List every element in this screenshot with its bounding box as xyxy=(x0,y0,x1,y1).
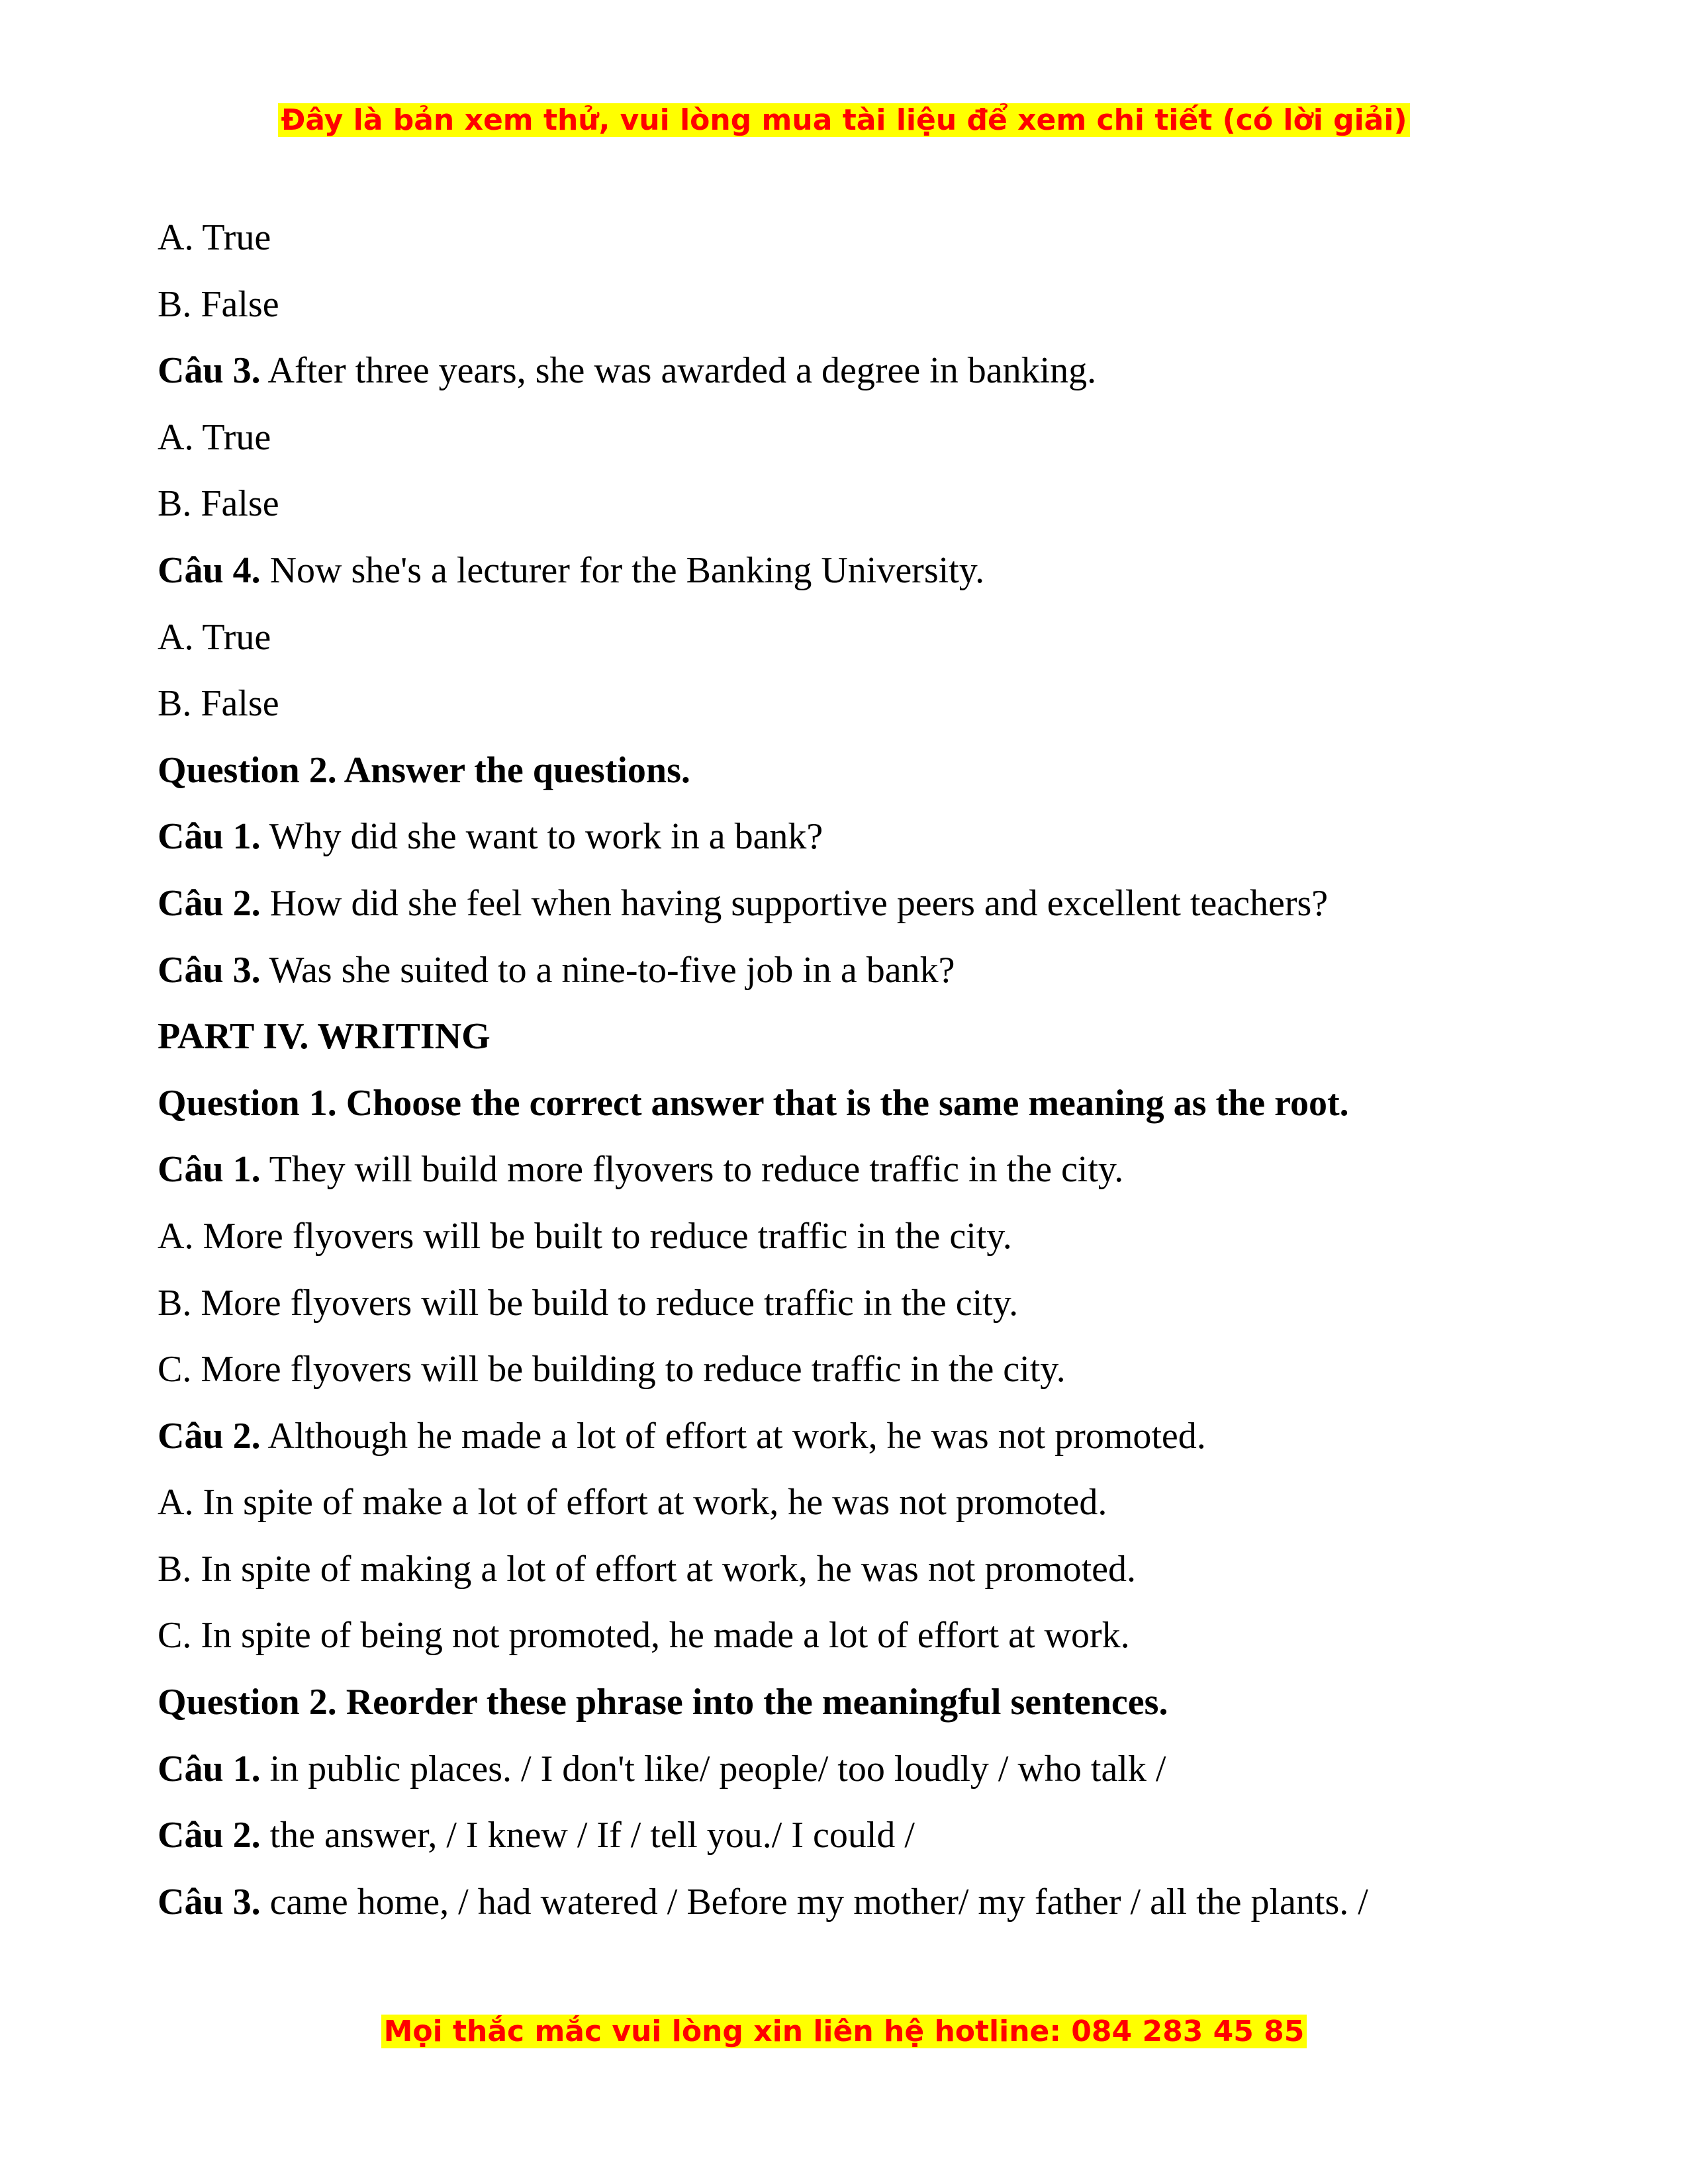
line-text: Now she's a lecturer for the Banking University. xyxy=(260,549,985,591)
question-label: Câu 3. xyxy=(158,350,261,392)
question-item xyxy=(158,543,1548,610)
part-heading xyxy=(158,1009,1548,1076)
line-text: C. More flyovers will be building to reduce traffic in the city. xyxy=(158,1349,1066,1390)
question-label: Câu 1. xyxy=(158,1748,261,1790)
section-heading xyxy=(158,1675,1548,1742)
question-label: Câu 4. xyxy=(158,549,261,591)
heading-text: Question 2. Answer the questions. xyxy=(158,749,690,791)
line-text: Why did she want to work in a bank? xyxy=(260,816,823,858)
line-text: B. More flyovers will be build to reduce traffic in the city. xyxy=(158,1282,1019,1324)
line-text: the answer, / I knew / If / tell you./ I could / xyxy=(260,1815,915,1856)
question-item xyxy=(158,809,1548,876)
answer-option xyxy=(158,1209,1548,1276)
line-text: How did she feel when having supportive peers and excellent teachers? xyxy=(260,882,1329,924)
line-text: B. False xyxy=(158,483,279,525)
question-item xyxy=(158,1142,1548,1209)
heading-text: PART IV. WRITING xyxy=(158,1016,491,1058)
answer-option xyxy=(158,676,1548,743)
question-item xyxy=(158,1742,1548,1809)
question-label: Câu 2. xyxy=(158,882,261,924)
line-text: A. True xyxy=(158,217,271,258)
hotline-text: Mọi thắc mắc vui lòng xin liên hệ hotline: 084 283 45 85 xyxy=(381,2015,1307,2048)
section-heading xyxy=(158,743,1548,810)
question-label: Câu 3. xyxy=(158,1881,261,1923)
question-item xyxy=(158,1808,1548,1875)
heading-text: Question 2. Reorder these phrase into the meaningful sentences. xyxy=(158,1682,1168,1723)
line-text: C. In spite of being not promoted, he made a lot of effort at work. xyxy=(158,1615,1130,1657)
line-text: B. False xyxy=(158,683,279,725)
question-item xyxy=(158,943,1548,1010)
line-text: A. True xyxy=(158,416,271,458)
hotline-banner xyxy=(0,2012,1688,2052)
answer-option xyxy=(158,1608,1548,1675)
line-text: Although he made a lot of effort at work, he was not promoted. xyxy=(260,1415,1206,1457)
line-text: Was she suited to a nine-to-five job in a bank? xyxy=(260,949,955,991)
line-text: A. In spite of make a lot of effort at work, he was not promoted. xyxy=(158,1482,1107,1524)
question-label: Câu 1. xyxy=(158,816,261,858)
line-text: in public places. / I don't like/ people/ too loudly / who talk / xyxy=(260,1748,1166,1790)
line-text: came home, / had watered / Before my mother/ my father / all the plants. / xyxy=(260,1881,1368,1923)
preview-notice-text: Đây là bản xem thử, vui lòng mua tài liệu để xem chi tiết (có lời giải) xyxy=(278,103,1409,137)
line-text: After three years, she was awarded a degree in banking. xyxy=(260,350,1097,392)
section-heading xyxy=(158,1076,1548,1143)
answer-option xyxy=(158,1475,1548,1542)
question-item xyxy=(158,1875,1548,1942)
question-label: Câu 2. xyxy=(158,1415,261,1457)
preview-notice-banner xyxy=(0,101,1688,140)
question-item xyxy=(158,343,1548,410)
answer-option xyxy=(158,1542,1548,1609)
line-text: A. More flyovers will be built to reduce traffic in the city. xyxy=(158,1215,1012,1257)
answer-option xyxy=(158,410,1548,477)
answer-option xyxy=(158,210,1548,277)
document-body xyxy=(158,210,1548,1941)
question-label: Câu 3. xyxy=(158,949,261,991)
line-text: A. True xyxy=(158,616,271,658)
question-item xyxy=(158,876,1548,943)
line-text: B. In spite of making a lot of effort at work, he was not promoted. xyxy=(158,1548,1136,1590)
question-label: Câu 2. xyxy=(158,1815,261,1856)
line-text: They will build more flyovers to reduce traffic in the city. xyxy=(260,1149,1124,1191)
line-text: B. False xyxy=(158,283,279,325)
heading-text: Question 1. Choose the correct answer that is the same meaning as the root. xyxy=(158,1082,1349,1124)
answer-option xyxy=(158,1276,1548,1343)
answer-option xyxy=(158,1342,1548,1409)
answer-option xyxy=(158,477,1548,543)
question-label: Câu 1. xyxy=(158,1149,261,1191)
question-item xyxy=(158,1409,1548,1476)
answer-option xyxy=(158,610,1548,677)
answer-option xyxy=(158,277,1548,344)
